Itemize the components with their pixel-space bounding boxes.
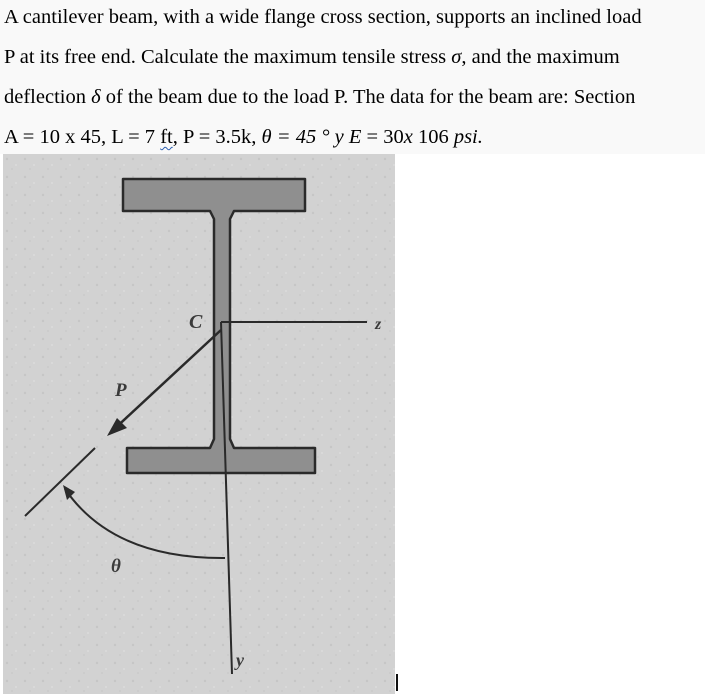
problem-line-2-text-a: P at its free end. Calculate the maximum tensile stress [4,46,452,68]
problem-line-4-text-b: , P = 3.5k, [172,126,262,148]
sigma-symbol: σ [451,46,462,68]
problem-line-3-text-b: of the beam due to the load P. The data for the beam are: Section [100,86,636,108]
figure-edge-mark [396,674,398,691]
beam-cross-section-figure [3,154,395,694]
label-y: y [236,650,244,670]
problem-line-3 [4,77,635,117]
label-z: z [375,316,382,333]
problem-line-4 [4,117,483,157]
feet-unit: ft [160,126,173,148]
psi-unit: psi. [453,126,483,148]
figure-background [3,154,395,694]
problem-line-2-text-b: , and the maximum [461,46,620,68]
problem-line-2 [4,37,620,77]
theta-equation: θ = 45 ° y E [261,126,362,148]
problem-line-1-text: A cantilever beam, with a wide flange cross section, supports an inclined load [4,6,642,28]
problem-line-3-text-a: deflection [4,86,92,108]
label-p: P [115,380,127,401]
problem-line-4-text-d: 106 [412,126,454,148]
delta-symbol: δ [91,86,101,108]
times-x: x [403,126,413,148]
label-c: C [189,311,203,333]
label-theta: θ [111,556,121,577]
problem-line-4-text-c: = 30 [361,126,404,148]
beam-diagram-svg [3,154,395,694]
problem-line-1 [4,0,642,37]
problem-line-4-text-a: A = 10 x 45, L = 7 [4,126,161,148]
